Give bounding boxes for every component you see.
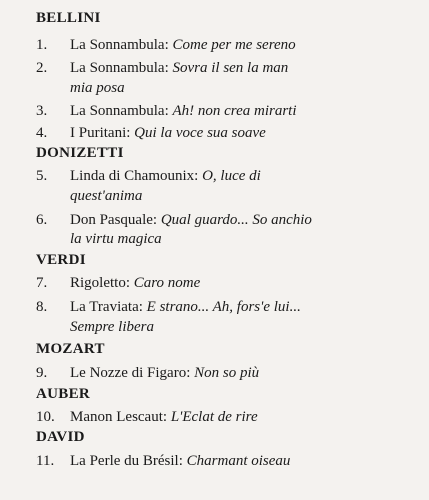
aria-title-continuation: Sempre libera <box>70 319 155 335</box>
track-3 <box>36 103 297 120</box>
aria-title: E strano... Ah, fors'e lui... <box>146 299 301 315</box>
track-number: 7. <box>36 275 48 291</box>
track-number: 6. <box>36 212 48 228</box>
aria-title: O, luce di <box>202 168 261 184</box>
opera-title: La Traviata: <box>70 299 143 315</box>
track-number: 5. <box>36 168 48 184</box>
opera-title: Rigoletto: <box>70 275 130 291</box>
aria-title: Qual guardo... So anchio <box>160 212 312 228</box>
opera-title: Le Nozze di Figaro: <box>70 365 191 381</box>
aria-title-continuation: mia posa <box>70 80 125 96</box>
opera-title: La Sonnambula: <box>70 60 169 76</box>
track-1 <box>36 37 296 54</box>
track-9 <box>36 365 259 382</box>
track-7 <box>36 275 200 292</box>
track-6 <box>36 212 312 229</box>
track-4 <box>36 125 266 142</box>
opera-title: Linda di Chamounix: <box>70 168 199 184</box>
composer-heading-donizetti: DONIZETTI <box>36 145 124 161</box>
aria-title: Ah! non crea mirarti <box>172 103 297 119</box>
aria-title: Come per me sereno <box>172 37 296 53</box>
opera-title: Don Pasquale: <box>70 212 158 228</box>
track-number: 2. <box>36 60 48 76</box>
track-number: 10. <box>36 409 55 425</box>
track-8 <box>36 299 301 316</box>
opera-title: La Sonnambula: <box>70 37 169 53</box>
track-2 <box>36 60 288 77</box>
track-10 <box>36 409 258 426</box>
aria-title: Sovra il sen la man <box>172 60 289 76</box>
composer-heading-mozart: MOZART <box>36 341 105 357</box>
opera-title: La Perle du Brésil: <box>70 453 183 469</box>
aria-title: Charmant oiseau <box>186 453 291 469</box>
aria-title: L'Eclat de rire <box>170 409 258 425</box>
aria-title: Non so più <box>194 365 260 381</box>
track-5 <box>36 168 261 185</box>
aria-title: Qui la voce sua soave <box>134 125 266 141</box>
composer-heading-auber: AUBER <box>36 386 91 402</box>
composer-heading-david: DAVID <box>36 429 85 445</box>
aria-title: Caro nome <box>133 275 201 291</box>
aria-title-continuation: la virtu magica <box>70 231 162 247</box>
track-11 <box>36 453 290 470</box>
composer-heading-verdi: VERDI <box>36 252 86 268</box>
track-number: 11. <box>36 453 55 469</box>
track-number: 3. <box>36 103 48 119</box>
opera-title: I Puritani: <box>70 125 131 141</box>
aria-title-continuation: quest'anima <box>70 188 143 204</box>
composer-heading-bellini: BELLINI <box>36 10 101 26</box>
track-number: 8. <box>36 299 48 315</box>
track-number: 9. <box>36 365 48 381</box>
track-number: 4. <box>36 125 48 141</box>
opera-title: La Sonnambula: <box>70 103 169 119</box>
track-number: 1. <box>36 37 48 53</box>
opera-title: Manon Lescaut: <box>70 409 168 425</box>
